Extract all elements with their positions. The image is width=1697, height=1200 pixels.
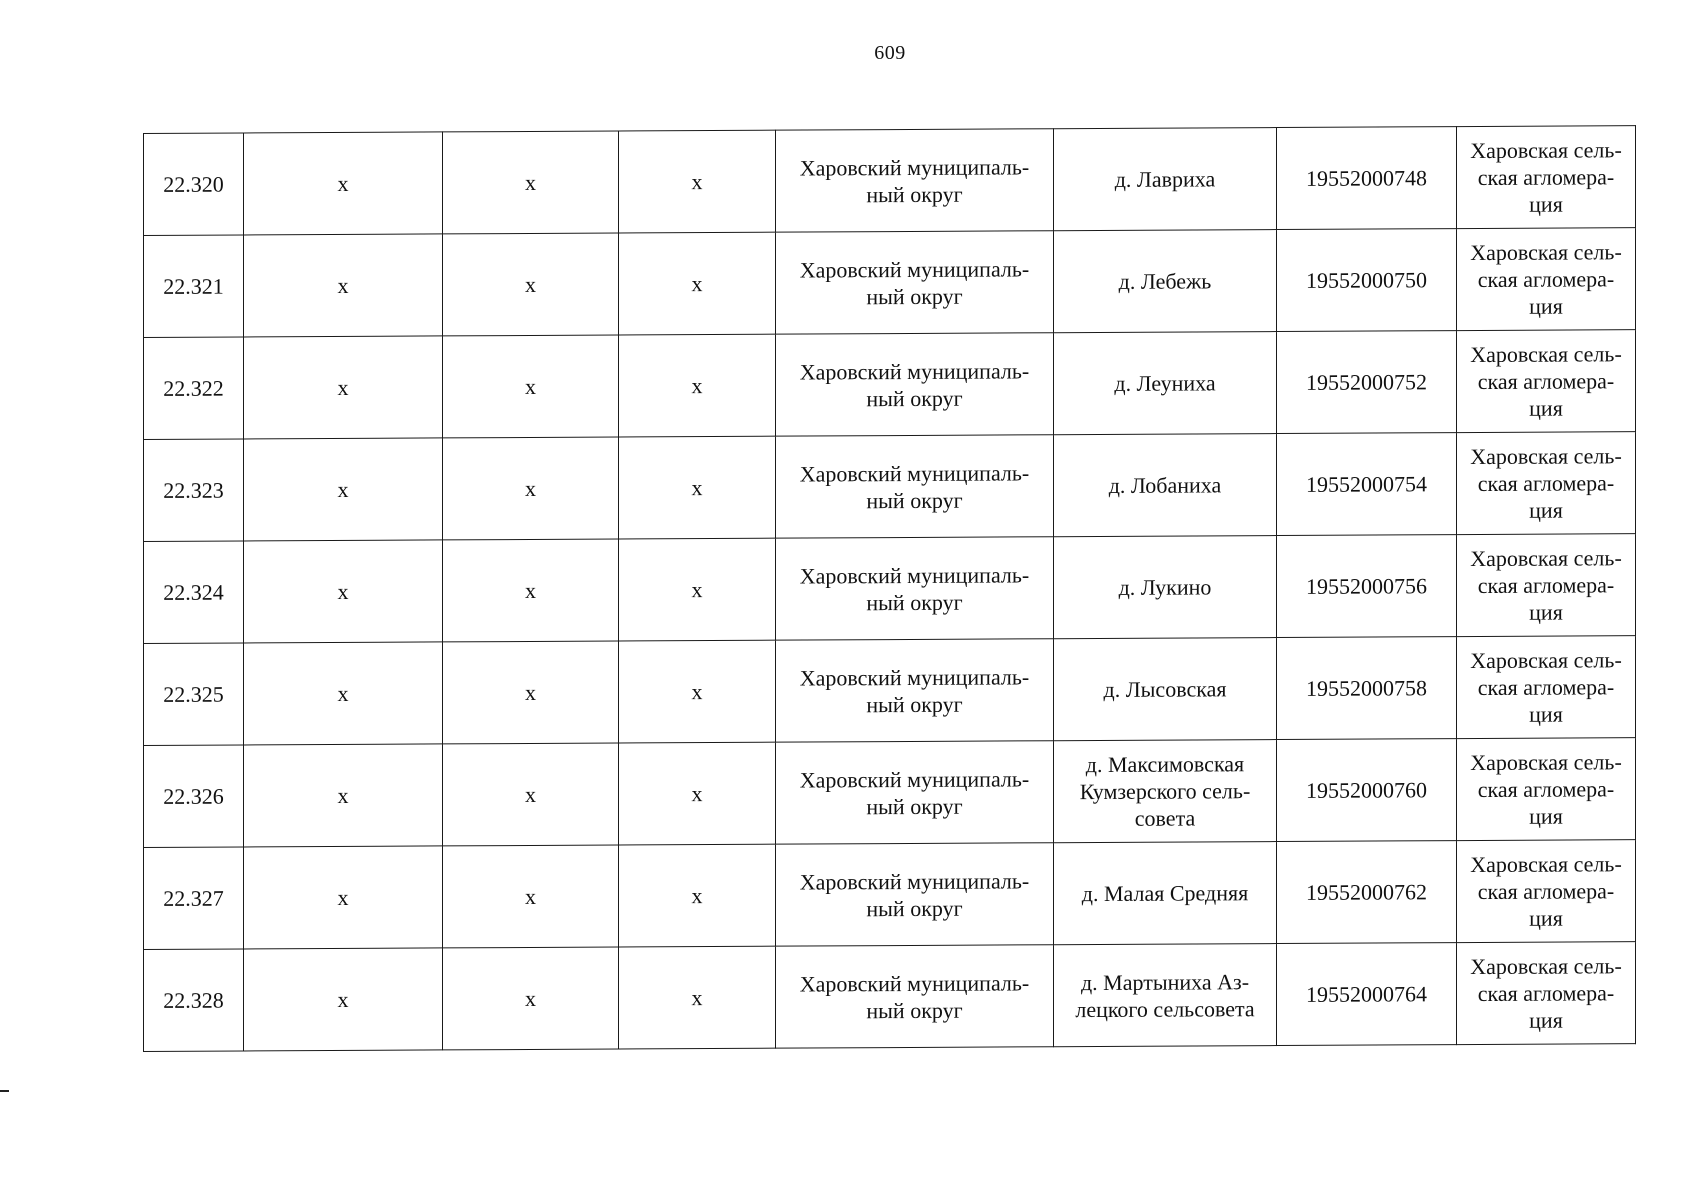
municipal-okrug-cell: Харовский муниципаль-ный округ: [776, 945, 1054, 1048]
mark-cell-1: x: [244, 846, 443, 949]
oktmo-code-cell: 19552000762: [1277, 841, 1457, 944]
oktmo-code-cell: 19552000760: [1277, 739, 1457, 842]
table-container: [143, 125, 1636, 1052]
mark-cell-3: x: [619, 742, 776, 845]
oktmo-code-cell: 19552000754: [1277, 433, 1457, 536]
municipal-okrug-cell: Харовский муниципаль-ный округ: [776, 231, 1054, 334]
row-number-cell: 22.320: [144, 133, 244, 236]
municipal-okrug-cell: Харовский муниципаль-ный округ: [776, 639, 1054, 742]
mark-cell-1: x: [244, 540, 443, 643]
agglomeration-cell: Харовская сель-ская агломера-ция: [1457, 840, 1636, 943]
mark-cell-2: x: [443, 947, 619, 1050]
row-number-cell: 22.328: [144, 949, 244, 1052]
oktmo-code-cell: 19552000750: [1277, 229, 1457, 332]
municipal-okrug-cell: Харовский муниципаль-ный округ: [776, 741, 1054, 844]
mark-cell-1: x: [244, 132, 443, 235]
settlement-cell: д. Леуниха: [1054, 332, 1277, 435]
table-row: [144, 432, 1636, 542]
municipal-okrug-cell: Харовский муниципаль-ный округ: [776, 843, 1054, 946]
mark-cell-3: x: [619, 946, 776, 1049]
oktmo-code-cell: 19552000764: [1277, 943, 1457, 1046]
settlement-cell: д. Малая Средняя: [1054, 842, 1277, 945]
agglomeration-cell: Харовская сель-ская агломера-ция: [1457, 534, 1636, 637]
table-row: [144, 636, 1636, 746]
row-number-cell: 22.326: [144, 745, 244, 848]
page-number: 609: [874, 42, 906, 64]
agglomeration-cell: Харовская сель-ская агломера-ция: [1457, 942, 1636, 1045]
row-number-cell: 22.327: [144, 847, 244, 950]
mark-cell-3: x: [619, 844, 776, 947]
mark-cell-2: x: [443, 845, 619, 948]
table-row: [144, 534, 1636, 644]
table-body: [144, 126, 1636, 1052]
mark-cell-3: x: [619, 130, 776, 233]
row-number-cell: 22.321: [144, 235, 244, 338]
row-number-cell: 22.322: [144, 337, 244, 440]
mark-cell-3: x: [619, 232, 776, 335]
table-row: [144, 738, 1636, 848]
mark-cell-2: x: [443, 641, 619, 744]
mark-cell-3: x: [619, 538, 776, 641]
oktmo-code-cell: 19552000752: [1277, 331, 1457, 434]
oktmo-code-cell: 19552000758: [1277, 637, 1457, 740]
mark-cell-2: x: [443, 233, 619, 336]
mark-cell-3: x: [619, 334, 776, 437]
settlement-cell: д. Лукино: [1054, 536, 1277, 639]
mark-cell-2: x: [443, 743, 619, 846]
mark-cell-1: x: [244, 744, 443, 847]
mark-cell-3: x: [619, 436, 776, 539]
mark-cell-1: x: [244, 438, 443, 541]
settlement-cell: д. Лобаниха: [1054, 434, 1277, 537]
row-number-cell: 22.325: [144, 643, 244, 746]
table-row: [144, 330, 1636, 440]
margin-mark: [0, 1090, 9, 1092]
municipal-okrug-cell: Харовский муниципаль-ный округ: [776, 333, 1054, 436]
mark-cell-1: x: [244, 642, 443, 745]
mark-cell-2: x: [443, 131, 619, 234]
agglomeration-cell: Харовская сель-ская агломера-ция: [1457, 330, 1636, 433]
settlement-cell: д. Лысовская: [1054, 638, 1277, 741]
row-number-cell: 22.323: [144, 439, 244, 542]
mark-cell-2: x: [443, 539, 619, 642]
oktmo-code-cell: 19552000748: [1277, 127, 1457, 230]
settlement-cell: д. Лебежь: [1054, 230, 1277, 333]
settlement-cell: д. Лавриха: [1054, 128, 1277, 231]
agglomeration-cell: Харовская сель-ская агломера-ция: [1457, 228, 1636, 331]
agglomeration-cell: Харовская сель-ская агломера-ция: [1457, 738, 1636, 841]
mark-cell-1: x: [244, 948, 443, 1051]
mark-cell-1: x: [244, 336, 443, 439]
agglomeration-cell: Харовская сель-ская агломера-ция: [1457, 432, 1636, 535]
mark-cell-1: x: [244, 234, 443, 337]
settlement-cell: д. Максимовская Кумзерского сель-совета: [1054, 740, 1277, 843]
table-row: [144, 942, 1636, 1052]
mark-cell-2: x: [443, 437, 619, 540]
settlement-cell: д. Мартыниха Аз-лецкого сельсовета: [1054, 944, 1277, 1047]
table-row: [144, 228, 1636, 338]
oktmo-code-cell: 19552000756: [1277, 535, 1457, 638]
row-number-cell: 22.324: [144, 541, 244, 644]
table-row: [144, 126, 1636, 236]
municipal-okrug-cell: Харовский муниципаль-ный округ: [776, 129, 1054, 232]
municipal-okrug-cell: Харовский муниципаль-ный округ: [776, 537, 1054, 640]
settlements-table: [143, 125, 1636, 1052]
mark-cell-3: x: [619, 640, 776, 743]
municipal-okrug-cell: Харовский муниципаль-ный округ: [776, 435, 1054, 538]
mark-cell-2: x: [443, 335, 619, 438]
agglomeration-cell: Харовская сель-ская агломера-ция: [1457, 636, 1636, 739]
agglomeration-cell: Харовская сель-ская агломера-ция: [1457, 126, 1636, 229]
table-row: [144, 840, 1636, 950]
